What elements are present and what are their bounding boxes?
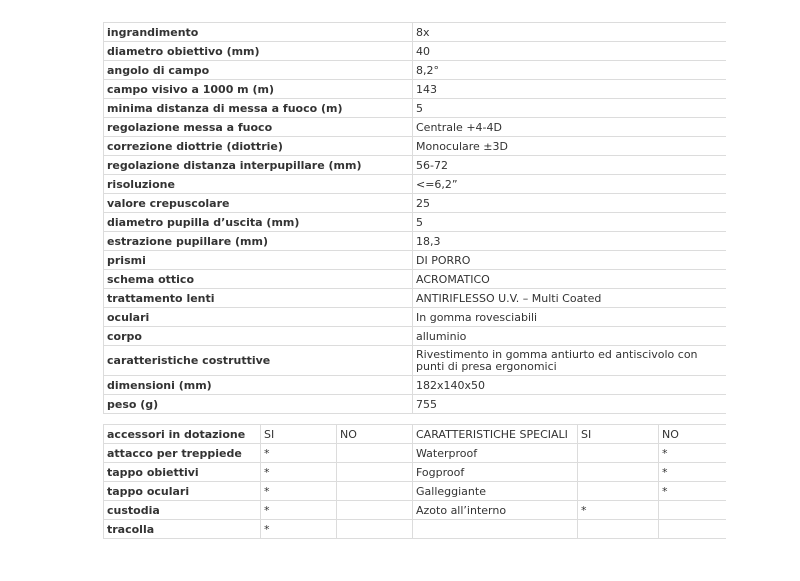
accessories-table: [103, 424, 726, 539]
accessory-row: [104, 482, 726, 501]
special-feature-si: [578, 444, 659, 463]
accessory-row: [104, 463, 726, 482]
spec-row: [104, 137, 726, 156]
accessories-header-row: [104, 425, 726, 444]
spec-value: Centrale +4-4D: [413, 118, 726, 137]
special-feature-label: [413, 520, 578, 539]
spec-value: 8x: [413, 23, 726, 42]
spec-value: DI PORRO: [413, 251, 726, 270]
spec-label: estrazione pupillare (mm): [104, 232, 413, 251]
spec-row: [104, 80, 726, 99]
spec-row: [104, 270, 726, 289]
spec-row: [104, 376, 726, 395]
spec-row: [104, 213, 726, 232]
spec-label: regolazione messa a fuoco: [104, 118, 413, 137]
spec-label: campo visivo a 1000 m (m): [104, 80, 413, 99]
spec-label: correzione diottrie (diottrie): [104, 137, 413, 156]
special-header-no: NO: [659, 425, 726, 444]
spec-row: [104, 251, 726, 270]
spec-label: valore crepuscolare: [104, 194, 413, 213]
spec-value: alluminio: [413, 327, 726, 346]
spec-value: Monoculare ±3D: [413, 137, 726, 156]
special-feature-si: [578, 463, 659, 482]
spec-value: 56-72: [413, 156, 726, 175]
special-feature-si: [578, 520, 659, 539]
spec-label: caratteristiche costruttive: [104, 346, 413, 376]
spec-row: [104, 232, 726, 251]
accessory-si: *: [261, 463, 337, 482]
spec-label: oculari: [104, 308, 413, 327]
special-feature-no: *: [659, 444, 726, 463]
spec-value: ANTIRIFLESSO U.V. – Multi Coated: [413, 289, 726, 308]
accessory-row: [104, 520, 726, 539]
spec-row: [104, 118, 726, 137]
accessory-no: [337, 463, 413, 482]
spec-row: [104, 23, 726, 42]
spec-row: [104, 156, 726, 175]
accessory-si: *: [261, 501, 337, 520]
accessories-table-body: [104, 425, 726, 539]
accessories-header-no: NO: [337, 425, 413, 444]
spec-row: [104, 99, 726, 118]
spec-label: schema ottico: [104, 270, 413, 289]
spec-label: peso (g): [104, 395, 413, 414]
spec-table-body: [104, 23, 726, 414]
spec-row: [104, 42, 726, 61]
spec-label: diametro obiettivo (mm): [104, 42, 413, 61]
accessory-label: custodia: [104, 501, 261, 520]
spec-value: ACROMATICO: [413, 270, 726, 289]
spec-row: [104, 308, 726, 327]
spec-value: 18,3: [413, 232, 726, 251]
accessory-no: [337, 501, 413, 520]
accessory-si: *: [261, 482, 337, 501]
accessory-no: [337, 520, 413, 539]
spec-value: 182x140x50: [413, 376, 726, 395]
spec-row: [104, 289, 726, 308]
special-feature-label: Fogproof: [413, 463, 578, 482]
spec-value: 755: [413, 395, 726, 414]
spec-label: dimensioni (mm): [104, 376, 413, 395]
accessory-no: [337, 482, 413, 501]
special-feature-si: *: [578, 501, 659, 520]
special-feature-label: Azoto all’interno: [413, 501, 578, 520]
spec-value: <=6,2”: [413, 175, 726, 194]
spec-row: [104, 175, 726, 194]
spec-label: corpo: [104, 327, 413, 346]
special-header-si: SI: [578, 425, 659, 444]
accessory-label: attacco per treppiede: [104, 444, 261, 463]
spec-value: 8,2°: [413, 61, 726, 80]
spec-label: trattamento lenti: [104, 289, 413, 308]
special-feature-no: *: [659, 482, 726, 501]
special-feature-si: [578, 482, 659, 501]
accessory-si: *: [261, 444, 337, 463]
spec-value: In gomma rovesciabili: [413, 308, 726, 327]
spec-row: [104, 194, 726, 213]
spec-row: [104, 61, 726, 80]
spec-label: risoluzione: [104, 175, 413, 194]
accessory-row: [104, 501, 726, 520]
spec-label: diametro pupilla d’uscita (mm): [104, 213, 413, 232]
spec-label: ingrandimento: [104, 23, 413, 42]
spec-row: [104, 327, 726, 346]
special-header-label: CARATTERISTICHE SPECIALI: [413, 425, 578, 444]
spec-value: 143: [413, 80, 726, 99]
accessory-label: tracolla: [104, 520, 261, 539]
accessory-no: [337, 444, 413, 463]
special-feature-no: [659, 520, 726, 539]
spec-value: 5: [413, 213, 726, 232]
spec-label: angolo di campo: [104, 61, 413, 80]
spec-label: minima distanza di messa a fuoco (m): [104, 99, 413, 118]
accessories-header-label: accessori in dotazione: [104, 425, 261, 444]
spec-value: 40: [413, 42, 726, 61]
spec-row: [104, 395, 726, 414]
spec-label: prismi: [104, 251, 413, 270]
special-feature-no: [659, 501, 726, 520]
special-feature-label: Waterproof: [413, 444, 578, 463]
accessories-header-si: SI: [261, 425, 337, 444]
spec-label: regolazione distanza interpupillare (mm): [104, 156, 413, 175]
accessory-label: tappo oculari: [104, 482, 261, 501]
spec-value: 5: [413, 99, 726, 118]
spec-value: Rivestimento in gomma antiurto ed antiscivolo con punti di presa ergonomici: [413, 346, 726, 376]
spec-table: [103, 22, 726, 414]
special-feature-no: *: [659, 463, 726, 482]
accessory-label: tappo obiettivi: [104, 463, 261, 482]
accessory-row: [104, 444, 726, 463]
spec-row: [104, 346, 726, 376]
spec-value: 25: [413, 194, 726, 213]
accessory-si: *: [261, 520, 337, 539]
special-feature-label: Galleggiante: [413, 482, 578, 501]
